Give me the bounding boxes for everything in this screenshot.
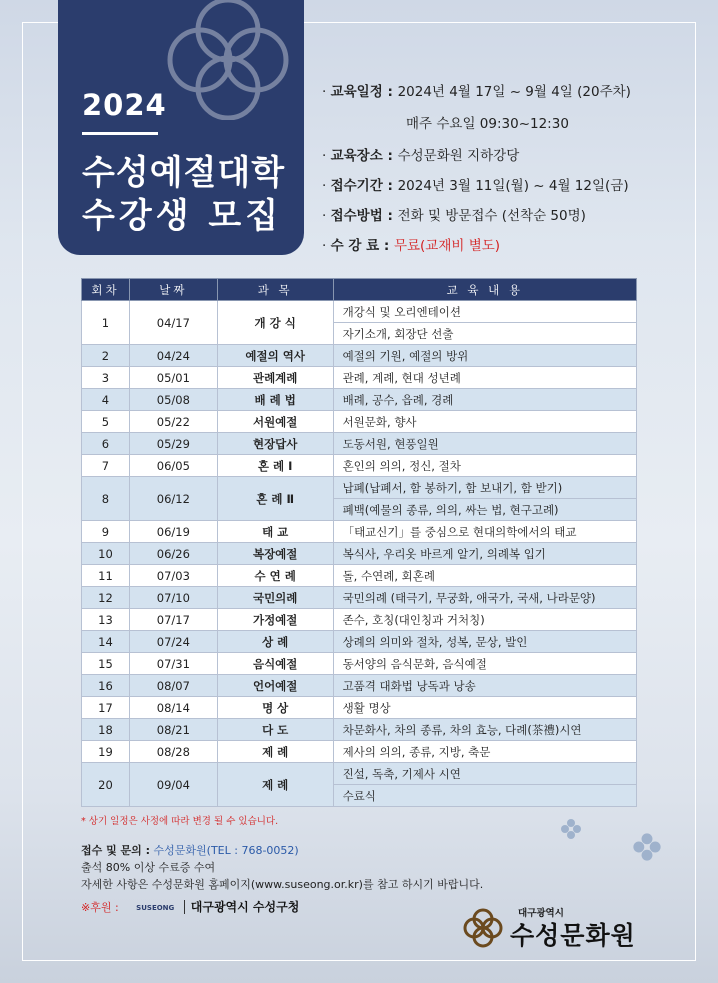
info-location: · 교육장소 : 수성문화원 지하강당: [322, 148, 520, 164]
table-row: [82, 411, 637, 433]
cell-subject: 수 연 례: [217, 565, 333, 587]
cell-date: 05/08: [129, 389, 217, 411]
col-header-content: 교 육 내 용: [333, 279, 636, 301]
title-banner: [58, 0, 304, 255]
cell-session: 6: [82, 433, 130, 455]
cell-content: 동서양의 음식문화, 음식예절: [333, 653, 636, 675]
cell-date: 08/28: [129, 741, 217, 763]
cell-content: 수료식: [333, 785, 636, 807]
cell-subject: 예절의 역사: [217, 345, 333, 367]
info-fee: · 수 강 료 : 무료(교재비 별도): [322, 238, 501, 254]
table-row: [82, 697, 637, 719]
sponsor-label: ※후원 :: [81, 901, 119, 914]
table-row: [82, 521, 637, 543]
cell-content: 도동서원, 현풍일원: [333, 433, 636, 455]
cell-subject: 혼 례 Ⅱ: [217, 477, 333, 521]
cell-subject: 가정예절: [217, 609, 333, 631]
cell-session: 8: [82, 477, 130, 521]
table-row: [82, 433, 637, 455]
cell-date: 05/01: [129, 367, 217, 389]
sponsor-block: [81, 898, 299, 915]
cell-subject: 관례계례: [217, 367, 333, 389]
cell-date: 04/17: [129, 301, 217, 345]
cell-subject: 개 강 식: [217, 301, 333, 345]
cell-content: 복식사, 우리옷 바르게 알기, 의례복 입기: [333, 543, 636, 565]
cell-content: 배례, 공수, 읍례, 경례: [333, 389, 636, 411]
center-region: 대구광역시: [518, 908, 564, 919]
contact-website: 자세한 사항은 수성문화원 홈페이지(www.suseong.or.kr)를 참고 하시기 바랍니다.: [81, 878, 484, 891]
page-title-line1: 수성예절대학: [82, 153, 286, 193]
cell-session: 4: [82, 389, 130, 411]
col-header-date: 날짜: [129, 279, 217, 301]
cell-session: 14: [82, 631, 130, 653]
cell-subject: 혼 례 Ⅰ: [217, 455, 333, 477]
cell-date: 07/10: [129, 587, 217, 609]
table-row: [82, 301, 637, 323]
cell-subject: 언어예절: [217, 675, 333, 697]
cell-session: 7: [82, 455, 130, 477]
center-name: 수성문화원: [510, 921, 636, 950]
cell-content: 고품격 대화법 낭독과 낭송: [333, 675, 636, 697]
cell-subject: 상 례: [217, 631, 333, 653]
cell-session: 12: [82, 587, 130, 609]
cell-date: 04/24: [129, 345, 217, 367]
cell-subject: 명 상: [217, 697, 333, 719]
contact-attendance: 출석 80% 이상 수료증 수여: [81, 861, 216, 874]
table-row: [82, 719, 637, 741]
table-row: [82, 455, 637, 477]
cell-content: 개강식 및 오리엔테이션: [333, 301, 636, 323]
table-row: [82, 345, 637, 367]
contact-label: 접수 및 문의 :: [81, 844, 151, 857]
cell-session: 5: [82, 411, 130, 433]
sponsor-name: 대구광역시 수성구청: [184, 900, 300, 914]
info-schedule: · 교육일정 : 2024년 4월 17일 ~ 9월 4일 (20주차): [322, 84, 631, 100]
cell-session: 16: [82, 675, 130, 697]
table-row: [82, 609, 637, 631]
table-row: [82, 653, 637, 675]
cell-date: 06/19: [129, 521, 217, 543]
table-row: [82, 389, 637, 411]
cell-content: 국민의례 (태극기, 무궁화, 애국가, 국새, 나라문양): [333, 587, 636, 609]
cell-subject: 국민의례: [217, 587, 333, 609]
page-title-line2: 수강생 모집: [82, 196, 283, 236]
snowflake-icon: [632, 832, 662, 862]
cell-content: 관례, 계례, 현대 성년례: [333, 367, 636, 389]
cell-content: 생활 명상: [333, 697, 636, 719]
table-row: [82, 631, 637, 653]
cell-date: 09/04: [129, 763, 217, 807]
table-row: [82, 675, 637, 697]
cell-session: 19: [82, 741, 130, 763]
cell-session: 10: [82, 543, 130, 565]
table-row: [82, 565, 637, 587]
table-row: [82, 477, 637, 499]
cell-content: 납폐(납폐서, 함 봉하기, 함 보내기, 함 받기): [333, 477, 636, 499]
cell-date: 08/07: [129, 675, 217, 697]
cell-date: 07/03: [129, 565, 217, 587]
cell-date: 06/12: [129, 477, 217, 521]
cell-date: 08/21: [129, 719, 217, 741]
cell-session: 13: [82, 609, 130, 631]
cell-content: 「태교신기」를 중심으로 현대의학에서의 태교: [333, 521, 636, 543]
cell-subject: 현장답사: [217, 433, 333, 455]
cell-date: 06/05: [129, 455, 217, 477]
cell-date: 08/14: [129, 697, 217, 719]
cell-subject: 제 례: [217, 741, 333, 763]
cell-subject: 다 도: [217, 719, 333, 741]
cell-session: 20: [82, 763, 130, 807]
cell-content: 돌, 수연례, 회혼례: [333, 565, 636, 587]
table-header: [82, 279, 637, 301]
info-period: · 접수기간 : 2024년 3월 11일(월) ~ 4월 12일(금): [322, 178, 629, 194]
cell-date: 05/29: [129, 433, 217, 455]
info-method: · 접수방법 : 전화 및 방문접수 (선착순 50명): [322, 208, 586, 224]
cell-content: 차문화사, 차의 종류, 차의 효능, 다례(茶禮)시연: [333, 719, 636, 741]
cell-session: 9: [82, 521, 130, 543]
cell-content: 서원문화, 향사: [333, 411, 636, 433]
year-label: 2024: [82, 88, 167, 122]
table-row: [82, 587, 637, 609]
cell-session: 17: [82, 697, 130, 719]
cell-content: 진설, 독축, 기제사 시연: [333, 763, 636, 785]
cell-subject: 복장예절: [217, 543, 333, 565]
cell-date: 05/22: [129, 411, 217, 433]
schedule-table: [81, 278, 637, 807]
cell-subject: 배 례 법: [217, 389, 333, 411]
cell-session: 11: [82, 565, 130, 587]
contact-phone: 수성문화원(TEL : 768-0052): [153, 844, 299, 857]
cell-session: 1: [82, 301, 130, 345]
cultural-center-logo: [462, 905, 652, 950]
cell-date: 06/26: [129, 543, 217, 565]
col-header-session: 회차: [82, 279, 130, 301]
cell-content: 혼인의 의의, 정신, 절차: [333, 455, 636, 477]
table-row: [82, 763, 637, 785]
cell-content: 제사의 의의, 종류, 지방, 축문: [333, 741, 636, 763]
snowflake-icon: [560, 818, 582, 840]
cell-subject: 서원예절: [217, 411, 333, 433]
cell-session: 15: [82, 653, 130, 675]
contact-block: [81, 842, 483, 893]
table-row: [82, 367, 637, 389]
center-emblem-icon: [462, 907, 504, 949]
cell-content: 상례의 의미와 절차, 성복, 문상, 발인: [333, 631, 636, 653]
cell-date: 07/31: [129, 653, 217, 675]
cell-content: 폐백(예물의 종류, 의의, 싸는 법, 현구고례): [333, 499, 636, 521]
table-row: [82, 741, 637, 763]
cell-session: 18: [82, 719, 130, 741]
info-schedule-time: 매주 수요일 09:30~12:30: [406, 116, 569, 132]
cell-content: 자기소개, 회장단 선출: [333, 323, 636, 345]
cell-session: 2: [82, 345, 130, 367]
emblem-icon: [158, 0, 298, 120]
cell-subject: 제 례: [217, 763, 333, 807]
cell-subject: 태 교: [217, 521, 333, 543]
table-row: [82, 543, 637, 565]
cell-content: 존수, 호칭(대인칭과 거처칭): [333, 609, 636, 631]
cell-date: 07/17: [129, 609, 217, 631]
col-header-subject: 과 목: [217, 279, 333, 301]
cell-session: 3: [82, 367, 130, 389]
cell-subject: 음식예절: [217, 653, 333, 675]
suseong-logo: SUSEONG: [136, 904, 175, 912]
title-divider: [82, 132, 158, 135]
cell-content: 예절의 기원, 예절의 방위: [333, 345, 636, 367]
schedule-note: * 상기 일정은 사정에 따라 변경 될 수 있습니다.: [81, 816, 279, 827]
cell-date: 07/24: [129, 631, 217, 653]
